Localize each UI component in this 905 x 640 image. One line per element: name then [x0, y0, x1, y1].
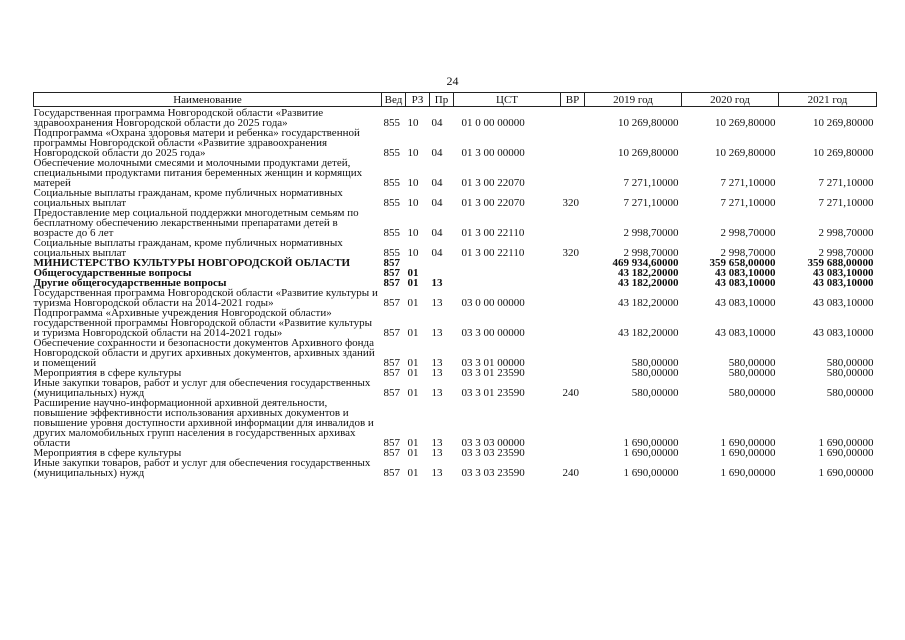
row-2020: 2 998,70000: [720, 247, 776, 259]
row-2020: 7 271,10000: [720, 177, 776, 189]
row-name: Предоставление мер социальной поддержки многодетным семьям по бесплатному обеспечению лекарственными препаратами детей в возрасте до 6 лет: [33, 207, 359, 239]
row-name: Мероприятия в сфере культуры: [33, 367, 182, 379]
row-pr: 13: [431, 447, 443, 459]
row-ved: 855: [383, 197, 400, 209]
row-name: МИНИСТЕРСТВО КУЛЬТУРЫ НОВГОРОДСКОЙ ОБЛАСТИ: [33, 257, 351, 269]
row-vr: 240: [562, 387, 579, 399]
row-2019: 2 998,70000: [623, 247, 679, 259]
row-rz: 10: [407, 117, 419, 129]
row-pr: 13: [431, 357, 443, 369]
row-2019: 469 934,60000: [612, 257, 679, 269]
row-vr: 240: [562, 467, 579, 479]
row-rz: 01: [407, 277, 419, 289]
header-2019: 2019 год: [585, 93, 682, 107]
row-2019: 580,00000: [631, 387, 679, 399]
row-name: Обеспечение молочными смесями и молочными продуктами детей, специальными продуктами питания беременных женщин и кормящих матерей: [33, 157, 363, 189]
row-rz: 01: [407, 437, 419, 449]
budget-table: [33, 92, 877, 478]
row-2019: 43 182,20000: [618, 267, 679, 279]
row-name: Общегосударственные вопросы: [33, 267, 192, 279]
row-vr: [561, 258, 585, 268]
row-rz: 01: [407, 367, 419, 379]
row-ved: 857: [383, 277, 400, 289]
row-2019: 580,00000: [631, 357, 679, 369]
row-vr: [561, 448, 585, 458]
row-rz: 01: [407, 267, 419, 279]
page-number: 24: [446, 74, 459, 88]
row-pr: 13: [431, 437, 443, 449]
row-2020: 580,00000: [728, 357, 776, 369]
row-pr: 04: [431, 227, 443, 239]
row-2021: 43 083,10000: [813, 297, 874, 309]
row-ved: 857: [383, 367, 400, 379]
row-2019: 1 690,00000: [623, 447, 679, 459]
row-name: Иные закупки товаров, работ и услуг для обеспечения государственных (муниципальных) нужд: [33, 377, 371, 399]
row-2019: 10 269,80000: [618, 117, 679, 129]
row-2021: 359 688,00000: [807, 257, 874, 269]
header-2020: 2020 год: [682, 93, 779, 107]
row-2020: 580,00000: [728, 387, 776, 399]
row-2020: 580,00000: [728, 367, 776, 379]
row-ved: 855: [383, 247, 400, 259]
row-2020: 359 658,00000: [709, 257, 776, 269]
row-name: Обеспечение сохранности и безопасности документов Архивного фонда Новгородской области и других архивных документов, архивных зданий и помещений: [33, 337, 375, 369]
row-2021: 1 690,00000: [818, 447, 874, 459]
row-2021: 580,00000: [826, 357, 874, 369]
row-ved: 857: [383, 437, 400, 449]
row-rz: 01: [407, 387, 419, 399]
row-name: Подпрограмма «Архивные учреждения Новгородской области» государственной программы Новгородской области «Развитие культуры и туризма Новгородской области на 2014-2021 годы»: [33, 307, 373, 339]
row-cst: [454, 258, 561, 268]
row-pr: 04: [431, 197, 443, 209]
row-vr: [561, 208, 585, 238]
row-2021: 7 271,10000: [818, 177, 874, 189]
row-2020: 1 690,00000: [720, 467, 776, 479]
row-rz: 01: [407, 467, 419, 479]
row-2021: 2 998,70000: [818, 227, 874, 239]
table-row: [34, 458, 877, 478]
row-ved: 857: [383, 447, 400, 459]
header-name: Наименование: [34, 93, 382, 107]
row-vr: [561, 128, 585, 158]
row-vr: 320: [562, 247, 579, 259]
row-name: Расширение научно-информационной архивной деятельности, повышение эффективности использования архивных документов и повышение уровня доступности архивной информации для инвалидов и других маломобильных групп населения в государственных архивах области: [33, 397, 374, 449]
row-name: Социальные выплаты гражданам, кроме публичных нормативных социальных выплат: [33, 237, 343, 259]
row-rz: 01: [407, 297, 419, 309]
row-2020: 2 998,70000: [720, 227, 776, 239]
row-pr: 13: [431, 367, 443, 379]
row-pr: 13: [431, 467, 443, 479]
row-vr: [561, 368, 585, 378]
row-cst: 01 3 00 22110: [461, 247, 525, 259]
row-vr: [561, 108, 585, 128]
row-pr: 04: [431, 147, 443, 159]
table-row: [34, 108, 877, 128]
row-cst: 03 3 03 23590: [461, 467, 525, 479]
row-pr: [430, 258, 454, 268]
row-cst: [454, 278, 561, 288]
row-ved: 857: [383, 267, 400, 279]
row-2019: 7 271,10000: [623, 177, 679, 189]
row-2021: 10 269,80000: [813, 147, 874, 159]
header-cst: ЦСТ: [454, 93, 561, 107]
row-cst: 03 3 00 00000: [461, 327, 525, 339]
row-2021: 580,00000: [826, 387, 874, 399]
row-2021: 10 269,80000: [813, 117, 874, 129]
row-name: Социальные выплаты гражданам, кроме публичных нормативных социальных выплат: [33, 187, 343, 209]
row-2020: 43 083,10000: [715, 297, 776, 309]
row-name: Другие общегосударственные вопросы: [33, 277, 227, 289]
row-rz: 10: [407, 247, 419, 259]
row-2021: 1 690,00000: [818, 467, 874, 479]
row-2020: 10 269,80000: [715, 147, 776, 159]
row-cst: 03 3 01 23590: [461, 367, 525, 379]
row-2019: 43 182,20000: [618, 297, 679, 309]
table-row: [34, 188, 877, 208]
row-name: Государственная программа Новгородской области «Развитие культуры и туризма Новгородской области на 2014-2021 годы»: [33, 287, 378, 309]
row-2020: 43 083,10000: [715, 267, 776, 279]
row-name: Подпрограмма «Охрана здоровья матери и ребенка» государственной программы Новгородской области «Развитие здравоохранения Новгородской области до 2025 года»: [33, 127, 360, 159]
row-pr: 13: [431, 297, 443, 309]
row-rz: 10: [407, 147, 419, 159]
row-rz: 01: [407, 447, 419, 459]
row-ved: 857: [383, 257, 400, 269]
row-vr: [561, 308, 585, 338]
row-2020: 10 269,80000: [715, 117, 776, 129]
row-2020: 7 271,10000: [720, 197, 776, 209]
row-2020: 43 083,10000: [715, 327, 776, 339]
row-rz: 01: [407, 357, 419, 369]
row-pr: 13: [431, 327, 443, 339]
row-cst: 01 0 00 00000: [461, 117, 525, 129]
row-name: Иные закупки товаров, работ и услуг для обеспечения государственных (муниципальных) нужд: [33, 457, 371, 479]
row-ved: 857: [383, 357, 400, 369]
row-2019: 7 271,10000: [623, 197, 679, 209]
row-2019: 1 690,00000: [623, 437, 679, 449]
row-cst: 03 3 03 00000: [461, 437, 525, 449]
row-ved: 857: [383, 297, 400, 309]
row-ved: 855: [383, 117, 400, 129]
row-rz: 01: [407, 327, 419, 339]
row-vr: [561, 278, 585, 288]
table-row: [34, 128, 877, 158]
row-2021: 7 271,10000: [818, 197, 874, 209]
row-2020: 43 083,10000: [715, 277, 776, 289]
row-pr: 04: [431, 247, 443, 259]
row-2021: 1 690,00000: [818, 437, 874, 449]
row-rz: 10: [407, 197, 419, 209]
row-2020: 1 690,00000: [720, 437, 776, 449]
row-pr: 04: [431, 117, 443, 129]
row-2019: 43 182,20000: [618, 327, 679, 339]
table-body: [34, 107, 877, 479]
row-2021: 43 083,10000: [813, 267, 874, 279]
row-ved: 855: [383, 227, 400, 239]
table-row: [34, 378, 877, 398]
row-2021: 43 083,10000: [813, 277, 874, 289]
table-row: [34, 308, 877, 338]
row-ved: 855: [383, 147, 400, 159]
row-name: Мероприятия в сфере культуры: [33, 447, 182, 459]
row-cst: 03 3 01 00000: [461, 357, 525, 369]
row-vr: [561, 158, 585, 188]
row-vr: [561, 338, 585, 368]
row-vr: [561, 288, 585, 308]
row-ved: 857: [383, 327, 400, 339]
row-pr: 13: [431, 387, 443, 399]
table-row: [34, 288, 877, 308]
row-2021: 580,00000: [826, 367, 874, 379]
table-row: [34, 398, 877, 448]
table-row: [34, 208, 877, 238]
row-vr: [561, 398, 585, 448]
row-name: Государственная программа Новгородской области «Развитие здравоохранения Новгородской области до 2025 года»: [33, 107, 324, 129]
row-2019: 10 269,80000: [618, 147, 679, 159]
table-header-row: [34, 93, 877, 107]
row-2019: 580,00000: [631, 367, 679, 379]
row-vr: [561, 268, 585, 278]
row-pr: 04: [431, 177, 443, 189]
row-2020: 1 690,00000: [720, 447, 776, 459]
row-2021: 43 083,10000: [813, 327, 874, 339]
row-rz: 10: [407, 227, 419, 239]
header-ved: Вед: [382, 93, 406, 107]
header-vr: ВР: [561, 93, 585, 107]
row-ved: 857: [383, 467, 400, 479]
row-cst: 03 3 01 23590: [461, 387, 525, 399]
row-cst: 01 3 00 00000: [461, 147, 525, 159]
row-2019: 1 690,00000: [623, 467, 679, 479]
row-cst: 01 3 00 22070: [461, 197, 525, 209]
row-cst: 01 3 00 22070: [461, 177, 525, 189]
row-2021: 2 998,70000: [818, 247, 874, 259]
row-vr: 320: [562, 197, 579, 209]
row-pr: 13: [431, 277, 443, 289]
table-row: [34, 158, 877, 188]
table-row: [34, 238, 877, 258]
row-rz: 10: [407, 177, 419, 189]
header-rz: РЗ: [406, 93, 430, 107]
row-ved: 855: [383, 177, 400, 189]
row-2019: 43 182,20000: [618, 277, 679, 289]
row-ved: 857: [383, 387, 400, 399]
row-2019: 2 998,70000: [623, 227, 679, 239]
header-2021: 2021 год: [779, 93, 877, 107]
table-row: [34, 338, 877, 368]
row-cst: 01 3 00 22110: [461, 227, 525, 239]
row-cst: 03 3 03 23590: [461, 447, 525, 459]
header-pr: Пр: [430, 93, 454, 107]
row-cst: 03 0 00 00000: [461, 297, 525, 309]
row-cst: [454, 268, 561, 278]
